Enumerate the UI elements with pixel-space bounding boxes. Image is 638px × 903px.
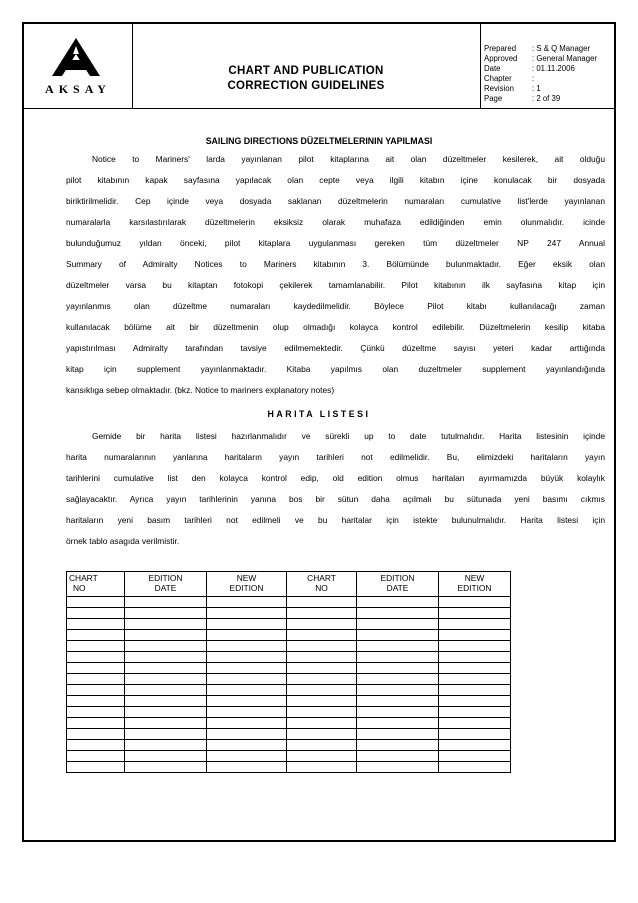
paragraph-line: kansıklıga sebep olmaktadır. (bkz. Notice to mariners explanatory notes) <box>66 385 335 395</box>
column-header: NEW EDITION <box>207 572 287 597</box>
table-cell <box>125 718 207 729</box>
table-row <box>67 685 511 696</box>
table-cell <box>125 674 207 685</box>
column-header: EDITION DATE <box>357 572 439 597</box>
table-row <box>67 608 511 619</box>
table-cell <box>125 696 207 707</box>
table-cell <box>439 740 511 751</box>
table-cell <box>67 674 125 685</box>
table-cell <box>67 685 125 696</box>
table-cell <box>439 751 511 762</box>
table-cell <box>67 751 125 762</box>
table-cell <box>67 641 125 652</box>
title-line-2: CORRECTION GUIDELINES <box>227 80 385 92</box>
paragraph-line: Summary of Admiralty Notices to Mariners kitabının 3. Bölümünde bulunmaktadır. Eğer eksik olan <box>66 259 605 269</box>
table-row <box>67 740 511 751</box>
table-cell <box>207 641 287 652</box>
table-cell <box>439 641 511 652</box>
table-row <box>67 663 511 674</box>
table-cell <box>439 652 511 663</box>
table-row <box>67 696 511 707</box>
paragraph-line: kitap için supplement yayınlanmaktadır. Kitaba yapılmıs olan duzeltmeler supplement yayınlandığında <box>66 364 605 374</box>
table-cell <box>287 663 357 674</box>
table-cell <box>439 729 511 740</box>
table-cell <box>287 608 357 619</box>
logo-wordmark: AKSAY <box>45 82 111 96</box>
table-cell <box>125 663 207 674</box>
table-cell <box>357 762 439 773</box>
table-cell <box>357 707 439 718</box>
table-cell <box>67 663 125 674</box>
column-header: EDITION DATE <box>125 572 207 597</box>
table-cell <box>439 707 511 718</box>
table-cell <box>207 619 287 630</box>
table-cell <box>357 619 439 630</box>
paragraph-line: biriktirilmelidir. Cep içinde veya dosyada saklanan düzeltmelerin numaraları cumulative list'lerde yayınlanan <box>66 196 605 206</box>
table-cell <box>287 696 357 707</box>
meta-value: : 1 <box>532 84 541 93</box>
table-row <box>67 619 511 630</box>
meta-value: : <box>532 74 535 83</box>
table-cell <box>67 718 125 729</box>
chart-list-table <box>66 571 510 773</box>
paragraph-line: pilot kitabının kapak sayfasına yapılacak olan cepte veya ilgili kitabın içine konulacak bir dosyada <box>66 175 605 185</box>
table-cell <box>67 652 125 663</box>
table-row <box>67 762 511 773</box>
table-cell <box>287 729 357 740</box>
table-cell <box>125 597 207 608</box>
column-header: NEW EDITION <box>439 572 511 597</box>
table-cell <box>67 597 125 608</box>
meta-label: Chapter <box>484 74 512 83</box>
table-cell <box>125 619 207 630</box>
table-cell <box>67 608 125 619</box>
table-cell <box>207 630 287 641</box>
meta-label: Revision <box>484 84 514 93</box>
table-cell <box>287 718 357 729</box>
table-cell <box>357 663 439 674</box>
table-cell <box>287 707 357 718</box>
table-cell <box>439 630 511 641</box>
table-cell <box>207 729 287 740</box>
table-cell <box>357 751 439 762</box>
table-row <box>67 652 511 663</box>
table-cell <box>439 718 511 729</box>
table-cell <box>287 630 357 641</box>
table-cell <box>287 619 357 630</box>
table-cell <box>207 663 287 674</box>
paragraph-line: harita numaralarının yanlarına haritaların yayın tarihleri not edilmelidir. Bu, elimizdeki haritaların yayın <box>66 452 605 462</box>
title-line-1: CHART AND PUBLICATION <box>228 65 384 77</box>
table-cell <box>439 674 511 685</box>
table-cell <box>439 762 511 773</box>
table-cell <box>287 652 357 663</box>
table-cell <box>287 762 357 773</box>
table-cell <box>439 696 511 707</box>
table-cell <box>207 762 287 773</box>
table-cell <box>125 652 207 663</box>
table-cell <box>287 740 357 751</box>
table-cell <box>439 663 511 674</box>
paragraph-line: Gemide bir harita listesi hazırlanmalıdır ve sürekli up to date tutulmalıdır. Harita listesinin içinde <box>92 431 605 441</box>
table-cell <box>287 751 357 762</box>
paragraph-line: örnek tablo asagıda verilmistir. <box>66 536 180 546</box>
section-title-harita-listesi: HARITA LISTESI <box>267 409 371 419</box>
table-cell <box>67 630 125 641</box>
table-cell <box>207 597 287 608</box>
table-cell <box>125 641 207 652</box>
meta-value: : General Manager <box>532 54 598 63</box>
table-cell <box>67 762 125 773</box>
table-cell <box>357 608 439 619</box>
paragraph-line: kullanılacak bölüme ait bir düzeltmenin olup olmadığı kolayca kontrol edilebilir. Düzeltmelerin kesilip kitaba <box>66 322 605 332</box>
table-cell <box>357 597 439 608</box>
paragraph-line: Notice to Mariners' larda yayınlanan pilot kitaplarına ait olan düzeltmeler kesilerek, ait olduğu <box>92 154 605 164</box>
table-cell <box>287 641 357 652</box>
paragraph-line: düzeltmeler varsa bu kitaptan fotokopi çekilerek tamamlanabilir. Pilot kitabının ilk sayfasına kitap için <box>66 280 605 290</box>
meta-value: : S & Q Manager <box>532 44 591 53</box>
table-row <box>67 707 511 718</box>
meta-label: Approved <box>484 54 518 63</box>
paragraph-line: yapıstırılması Admiralty tarafından tavsiye edilmemektedir. Çünkü düzeltme sayısı yeteri kadar arttığında <box>66 343 605 353</box>
table-cell <box>207 674 287 685</box>
table-cell <box>357 685 439 696</box>
table-cell <box>287 674 357 685</box>
paragraph-line: yayınlanmıs olan düzeltme numaraları kaydedilmelidir. Böylece Pilot kitabı kullanılacağı zaman <box>66 301 605 311</box>
table-cell <box>357 740 439 751</box>
table-cell <box>125 630 207 641</box>
table-cell <box>207 685 287 696</box>
paragraph-line: numaralarla karsılastırılarak düzeltmelerin eksiksiz olarak muhafaza edildiğinden emin olunmalıdır. icinde <box>66 217 605 227</box>
column-header: CHART NO <box>67 572 125 597</box>
table-cell <box>125 685 207 696</box>
table-cell <box>67 740 125 751</box>
table-row <box>67 597 511 608</box>
table-row <box>67 641 511 652</box>
table-cell <box>357 641 439 652</box>
meta-value: : 01.11.2006 <box>532 64 575 73</box>
table-cell <box>207 707 287 718</box>
table-cell <box>207 740 287 751</box>
table-cell <box>125 707 207 718</box>
table-cell <box>357 674 439 685</box>
meta-label: Page <box>484 94 503 103</box>
table-cell <box>439 608 511 619</box>
table-cell <box>67 619 125 630</box>
table-cell <box>67 696 125 707</box>
table-body <box>67 597 511 773</box>
paragraph-line: tarihlerini cumulative list den kolayca kontrol edip, old edition olmus haritaları ayırmamızda büyük kolaylık <box>66 473 605 483</box>
table-cell <box>67 729 125 740</box>
table-cell <box>357 718 439 729</box>
table-cell <box>357 652 439 663</box>
table-cell <box>207 696 287 707</box>
meta-value: : 2 of 39 <box>532 94 561 103</box>
table-cell <box>207 652 287 663</box>
section-title-sailing-directions: SAILING DIRECTIONS DÜZELTMELERININ YAPILMASI <box>205 136 433 146</box>
table-cell <box>207 751 287 762</box>
paragraph-line: bulunduğumuz yıldan önceki, pilot kitaplara uygulanması gereken tüm düzeltmeler NP 247 Annual <box>66 238 605 248</box>
table-cell <box>125 751 207 762</box>
table-row <box>67 718 511 729</box>
table-cell <box>125 729 207 740</box>
table-cell <box>357 630 439 641</box>
meta-label: Prepared <box>484 44 517 53</box>
table-row <box>67 630 511 641</box>
table-cell <box>125 608 207 619</box>
table-row <box>67 729 511 740</box>
paragraph-line: haritaların yeni basım tarihleri not edilmeli ve bu haritalar için istekte bulunulmalıdır. Harita listesi için <box>66 515 605 525</box>
table-cell <box>207 718 287 729</box>
table-cell <box>439 619 511 630</box>
table-cell <box>67 707 125 718</box>
table-cell <box>207 608 287 619</box>
table-cell <box>439 685 511 696</box>
table-cell <box>125 740 207 751</box>
meta-label: Date <box>484 64 501 73</box>
table-cell <box>125 762 207 773</box>
table-cell <box>357 696 439 707</box>
table-cell <box>357 729 439 740</box>
table-cell <box>287 685 357 696</box>
paragraph-line: sağlayacaktır. Ayrıca yayın tarihlerinin yanına bos bir sütun daha açılmalı bu sütunada yeni basımı cıkmıs <box>66 494 605 504</box>
table-cell <box>287 597 357 608</box>
table-header-row <box>67 572 511 597</box>
table-cell <box>439 597 511 608</box>
column-header: CHART NO <box>287 572 357 597</box>
table-row <box>67 674 511 685</box>
table-row <box>67 751 511 762</box>
